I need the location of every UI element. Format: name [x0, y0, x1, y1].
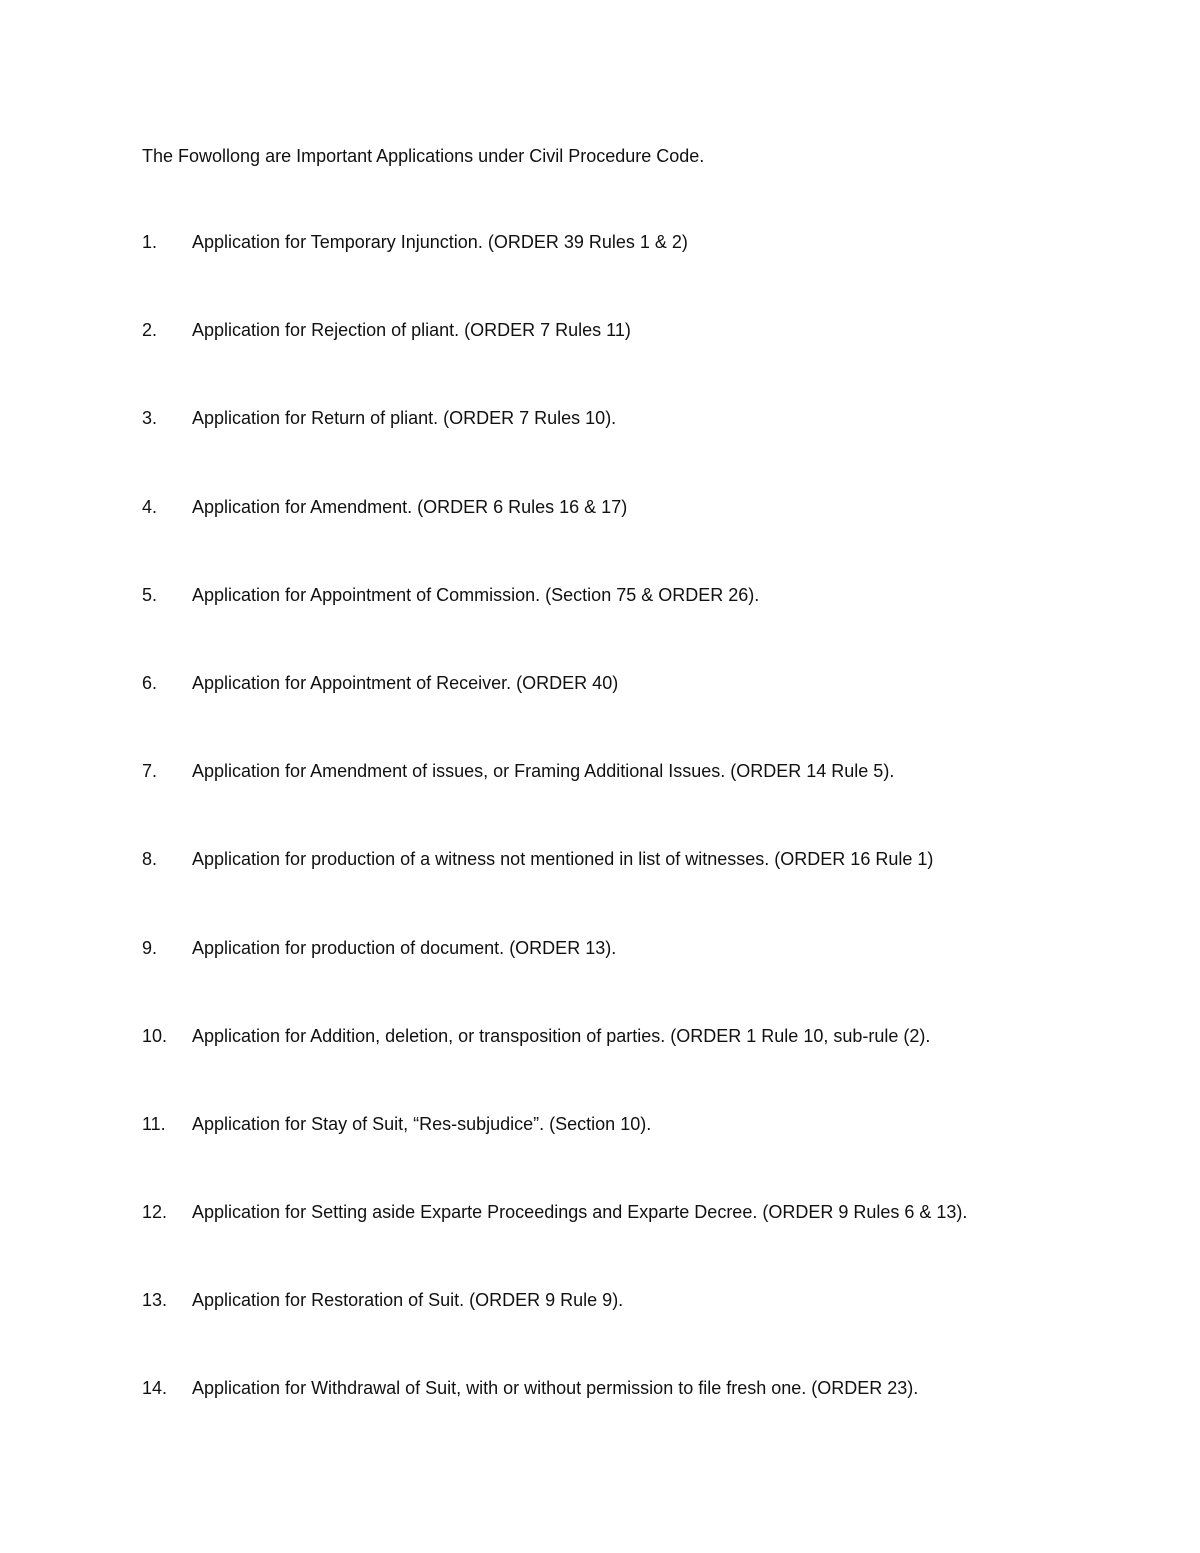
list-item-text: Application for Withdrawal of Suit, with or without permission to file fresh one. (ORDER 23). — [192, 1378, 919, 1399]
list-item-number: 8. — [142, 849, 158, 870]
list-item-number: 13. — [142, 1290, 168, 1311]
list-item-number: 14. — [142, 1378, 168, 1399]
list-item-text: Application for Appointment of Commission. (Section 75 & ORDER 26). — [192, 584, 760, 605]
list-item-number: 10. — [142, 1025, 168, 1046]
list-item-number: 5. — [142, 584, 158, 605]
list-item-text: Application for Return of pliant. (ORDER 7 Rules 10). — [192, 408, 617, 429]
list-item-number: 7. — [142, 761, 158, 782]
list-item-text: Application for production of document. (ORDER 13). — [192, 937, 617, 958]
list-item-text: Application for Appointment of Receiver. (ORDER 40) — [192, 672, 619, 693]
list-item-number: 2. — [142, 320, 158, 341]
list-item-number: 6. — [142, 672, 158, 693]
list-item-text: Application for Addition, deletion, or transposition of parties. (ORDER 1 Rule 10, sub-rule (2). — [192, 1025, 931, 1046]
list-item-number: 11. — [142, 1113, 166, 1134]
list-item-text: Application for Rejection of pliant. (ORDER 7 Rules 11) — [192, 320, 631, 341]
list-item-text: Application for Amendment. (ORDER 6 Rules 16 & 17) — [192, 496, 628, 517]
list-item-number: 3. — [142, 408, 158, 429]
list-item-number: 4. — [142, 496, 158, 517]
list-item-text: Application for Stay of Suit, “Res-subjudice”. (Section 10). — [192, 1113, 652, 1134]
list-item-number: 12. — [142, 1202, 168, 1223]
list-item-number: 9. — [142, 937, 158, 958]
list-item-text: Application for Restoration of Suit. (ORDER 9 Rule 9). — [192, 1290, 624, 1311]
intro-text: The Fowollong are Important Applications under Civil Procedure Code. — [142, 146, 705, 166]
list-item-text: Application for Amendment of issues, or Framing Additional Issues. (ORDER 14 Rule 5). — [192, 761, 895, 782]
list-item-text: Application for Temporary Injunction. (ORDER 39 Rules 1 & 2) — [192, 232, 688, 252]
list-item-number: 1. — [142, 232, 158, 252]
list-item-text: Application for Setting aside Exparte Proceedings and Exparte Decree. (ORDER 9 Rules 6 & 13). — [192, 1202, 968, 1223]
list-item-text: Application for production of a witness not mentioned in list of witnesses. (ORDER 16 Rule 1) — [192, 849, 934, 870]
